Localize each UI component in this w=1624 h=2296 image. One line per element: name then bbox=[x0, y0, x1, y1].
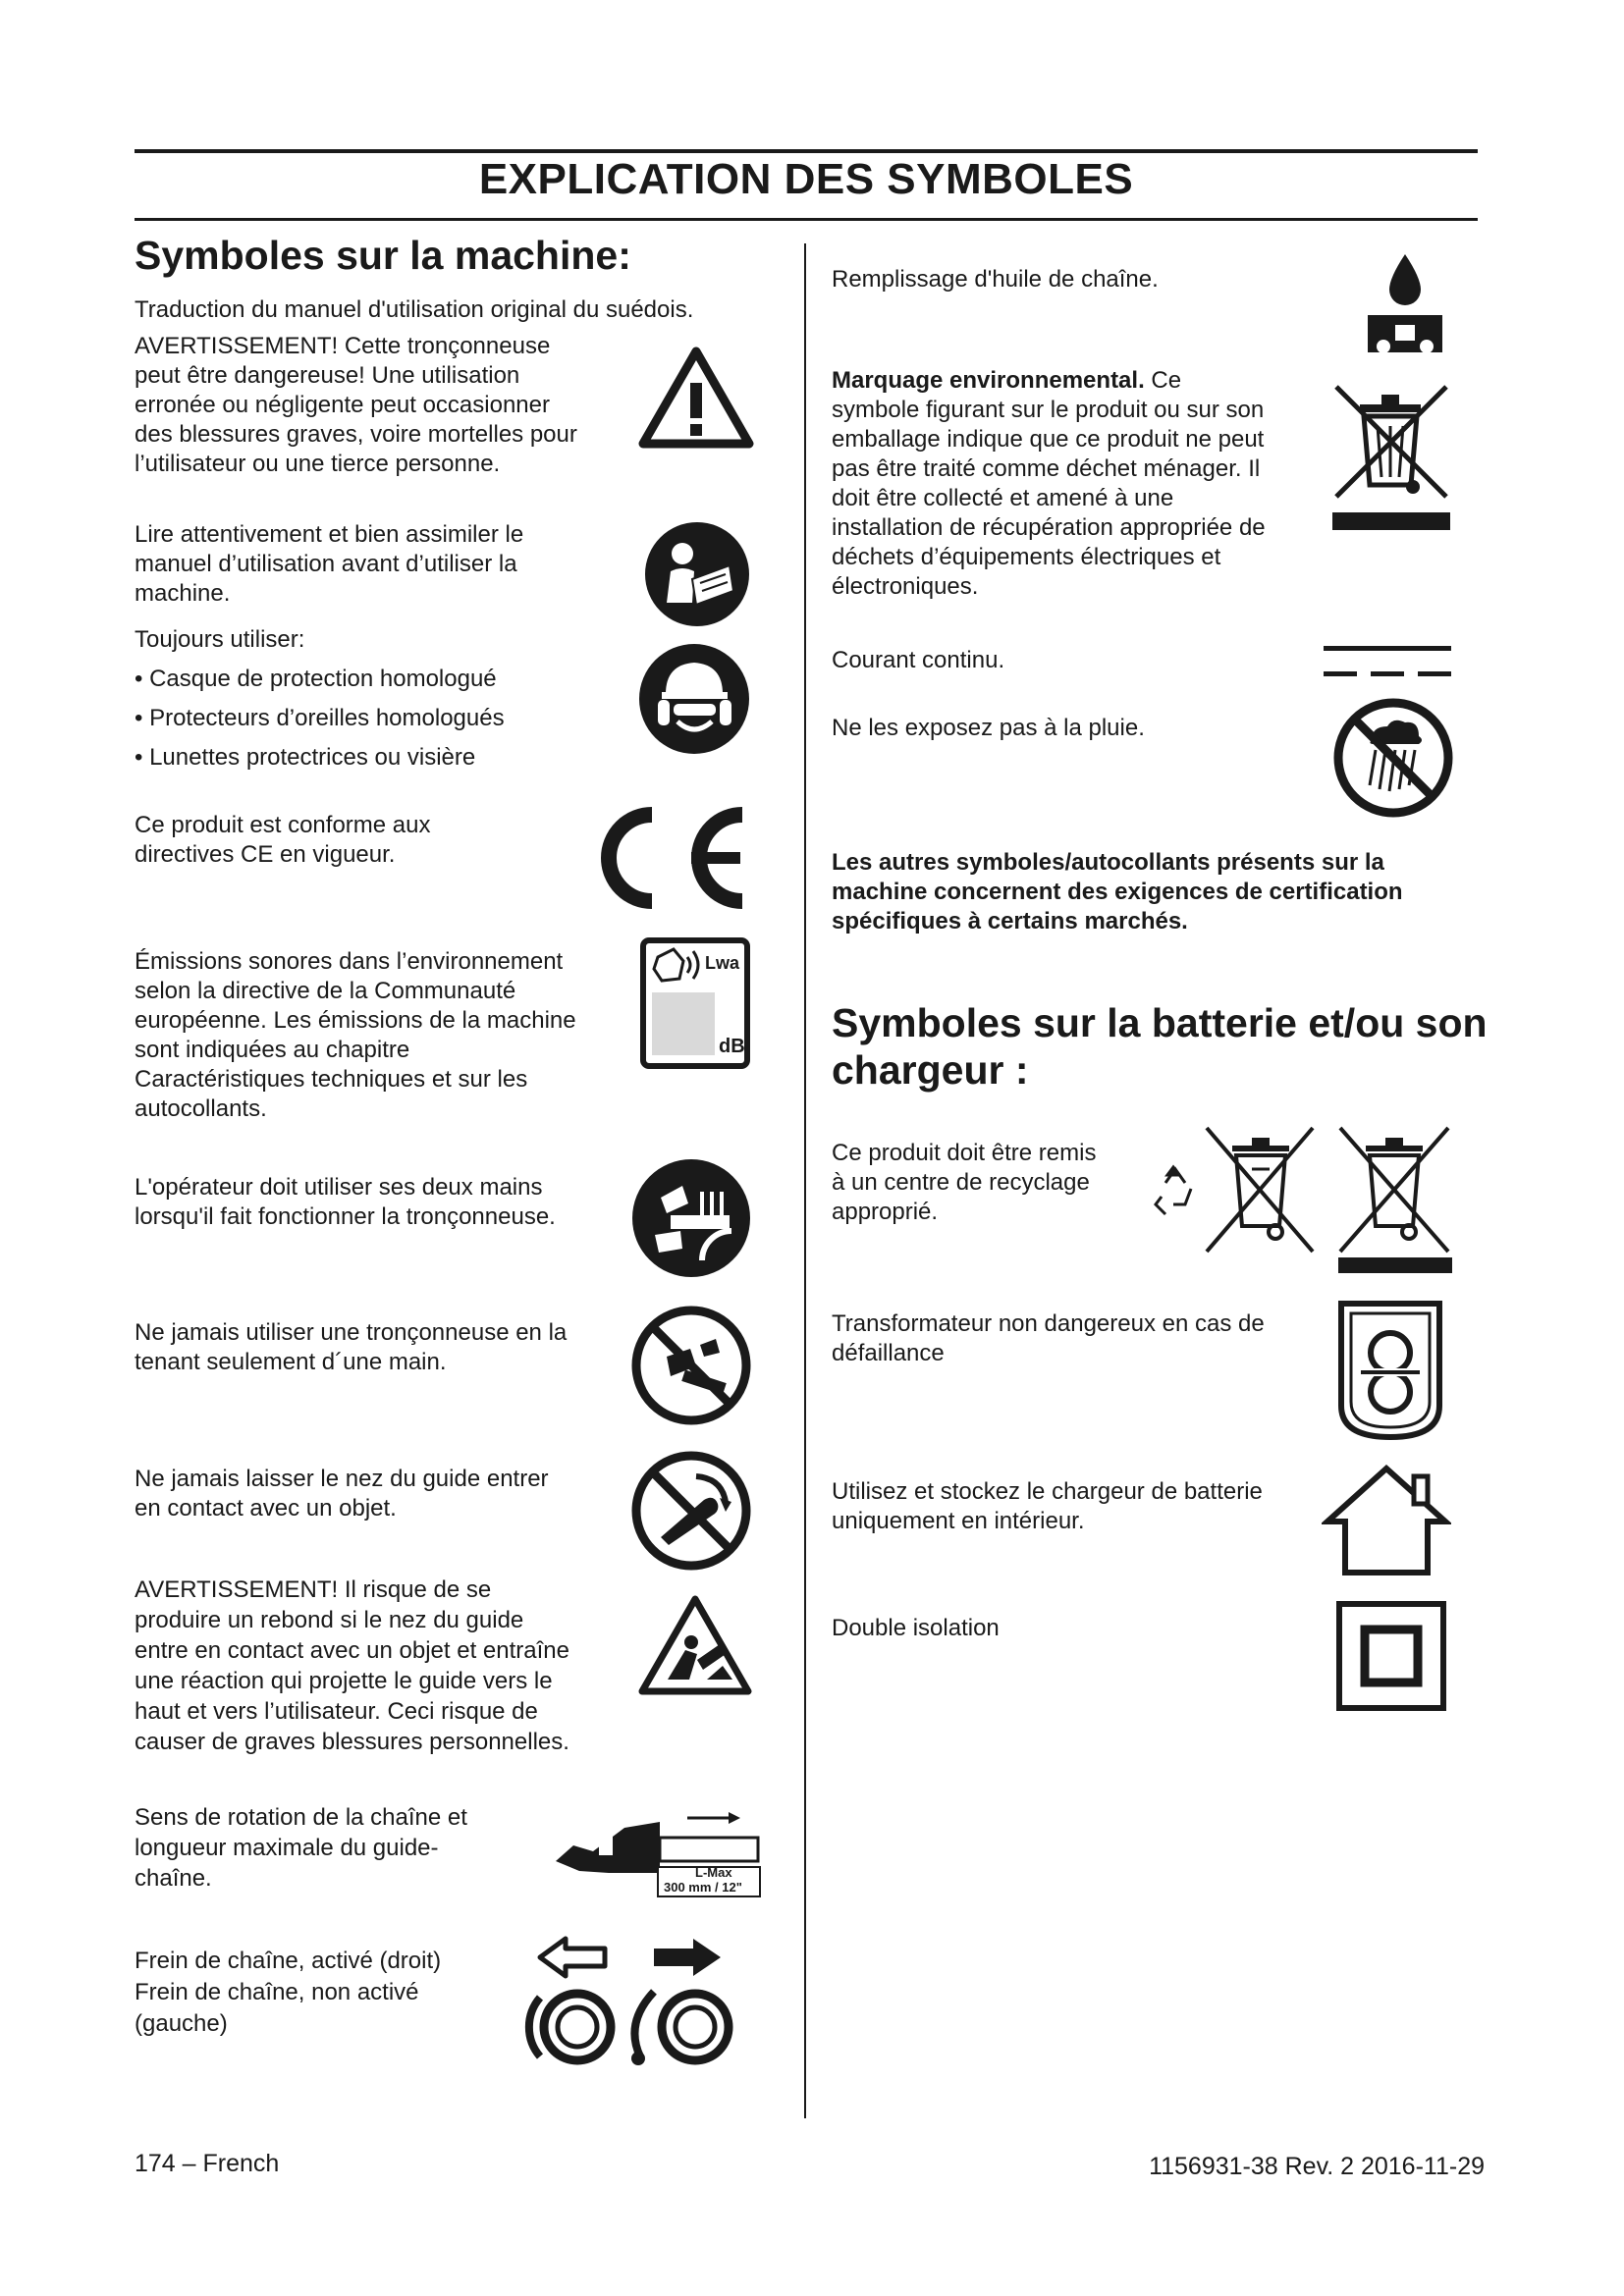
document-revision: 1156931-38 Rev. 2 2016-11-29 bbox=[1149, 2153, 1485, 2180]
safety-transformer-icon bbox=[1335, 1298, 1445, 1443]
symbol-text-no-one-hand: Ne jamais utiliser une tronçonneuse en la tenant seulement d´une main. bbox=[135, 1319, 568, 1375]
column-divider bbox=[804, 243, 806, 2118]
translation-note: Traduction du manuel d'utilisation original du suédois. bbox=[135, 296, 694, 323]
symbol-text-no-rain: Ne les exposez pas à la pluie. bbox=[832, 715, 1145, 741]
symbol-text-protective-equipment: Toujours utiliser: • Casque de protection homologué • Protecteurs d’oreilles homologués • Lunettes protectrices ou visière bbox=[135, 626, 505, 771]
page-title: EXPLICATION DES SYMBOLES bbox=[478, 155, 1134, 203]
symbol-text-read-manual: Lire attentivement et bien assimiler le manuel d’utilisation avant d’utiliser la machine. bbox=[135, 521, 524, 607]
indoor-use-icon bbox=[1322, 1463, 1451, 1578]
warning-triangle-icon bbox=[638, 346, 754, 450]
certification-note: Les autres symboles/autocollants présents sur la machine concernent des exigences de certification spécifiques à certains marchés. bbox=[832, 849, 1403, 934]
noise-emission-icon bbox=[640, 937, 750, 1069]
symbol-text-warning: AVERTISSEMENT! Cette tronçonneuse peut être dangereuse! Une utilisation erronée ou négligente peut occasionner des blessures graves, voire mortelles pour l’utilisateur ou une tierce personne. bbox=[135, 333, 577, 477]
symbol-text-ce: Ce produit est conforme aux directives CE en vigueur. bbox=[135, 812, 431, 868]
chain-brake-icon bbox=[511, 1929, 756, 2071]
symbol-text-safety-transformer: Transformateur non dangereux en cas de défaillance bbox=[832, 1310, 1265, 1366]
page-number: 174 – French bbox=[135, 2150, 280, 2177]
symbol-text-double-insulation: Double isolation bbox=[832, 1615, 1000, 1641]
double-insulation-icon bbox=[1335, 1600, 1447, 1712]
lmax-label: L-Max bbox=[695, 1865, 732, 1880]
chain-rotation-icon bbox=[550, 1789, 764, 1898]
top-rule bbox=[135, 149, 1478, 153]
kickback-warning-icon bbox=[638, 1595, 752, 1695]
no-rain-icon bbox=[1332, 697, 1454, 819]
symbol-text-two-hands: L'opérateur doit utiliser ses deux mains lorsqu'il fait fonctionner la tronçonneuse. bbox=[135, 1174, 556, 1230]
battery-symbols-heading: Symboles sur la batterie et/ou son chargeur : bbox=[832, 1000, 1488, 1093]
symbol-text-chain-oil: Remplissage d'huile de chaîne. bbox=[832, 266, 1159, 293]
lmax-value: 300 mm / 12" bbox=[664, 1880, 742, 1895]
symbol-text-no-tip-contact: Ne jamais laisser le nez du guide entrer en contact avec un objet. bbox=[135, 1466, 549, 1522]
symbol-text-noise-emission: Émissions sonores dans l’environnement selon la directive de la Communauté européenne. Les émissions de la machine sont indiquées au chapitre Caractéristiques techniques et sur les autocollants. bbox=[135, 948, 576, 1122]
symbol-text-recycling: Ce produit doit être remis à un centre de recyclage approprié. bbox=[832, 1140, 1097, 1225]
no-bar-tip-contact-icon bbox=[631, 1451, 751, 1571]
title-rule bbox=[135, 218, 1478, 221]
symbol-text-environmental bbox=[832, 366, 1266, 602]
read-manual-icon bbox=[643, 520, 751, 628]
protective-equipment-icon bbox=[638, 643, 751, 756]
ce-mark-icon bbox=[581, 797, 754, 919]
symbol-text-direct-current: Courant continu. bbox=[832, 647, 1005, 673]
direct-current-icon bbox=[1324, 642, 1451, 681]
environmental-bold: Marquage environnemental. bbox=[832, 367, 1145, 394]
symbol-text-chain-brake: Frein de chaîne, activé (droit) Frein de chaîne, non activé (gauche) bbox=[135, 1948, 442, 2037]
environmental-text: Ce symbole figurant sur le produit ou sur son emballage indique que ce produit ne peut pas être traité comme déchet ménager. Il doit être collecté et amené à une installation de récupération appropriée de déchets d’équipements électriques et électroniques. bbox=[832, 367, 1266, 600]
recycling-bins-icon bbox=[1144, 1124, 1456, 1275]
symbol-text-chain-rotation: Sens de rotation de la chaîne et longueur maximale du guide- chaîne. bbox=[135, 1804, 467, 1892]
no-one-hand-icon bbox=[631, 1306, 751, 1425]
two-hands-icon bbox=[631, 1158, 751, 1278]
machine-symbols-heading: Symboles sur la machine: bbox=[135, 233, 631, 278]
noise-lwa-label: Lwa bbox=[705, 953, 740, 973]
noise-db-label: dB bbox=[719, 1036, 745, 1057]
crossed-bin-icon bbox=[1330, 381, 1452, 532]
chain-oil-icon bbox=[1360, 250, 1450, 366]
symbol-text-kickback: AVERTISSEMENT! Il risque de se produire un rebond si le nez du guide entre en contact avec un objet et entraîne une réaction qui projette le guide vers le haut et vers l’utilisateur. Ceci risque de causer de graves blessures personnelles. bbox=[135, 1576, 569, 1755]
symbol-text-indoor-use: Utilisez et stockez le chargeur de batterie uniquement en intérieur. bbox=[832, 1478, 1263, 1534]
